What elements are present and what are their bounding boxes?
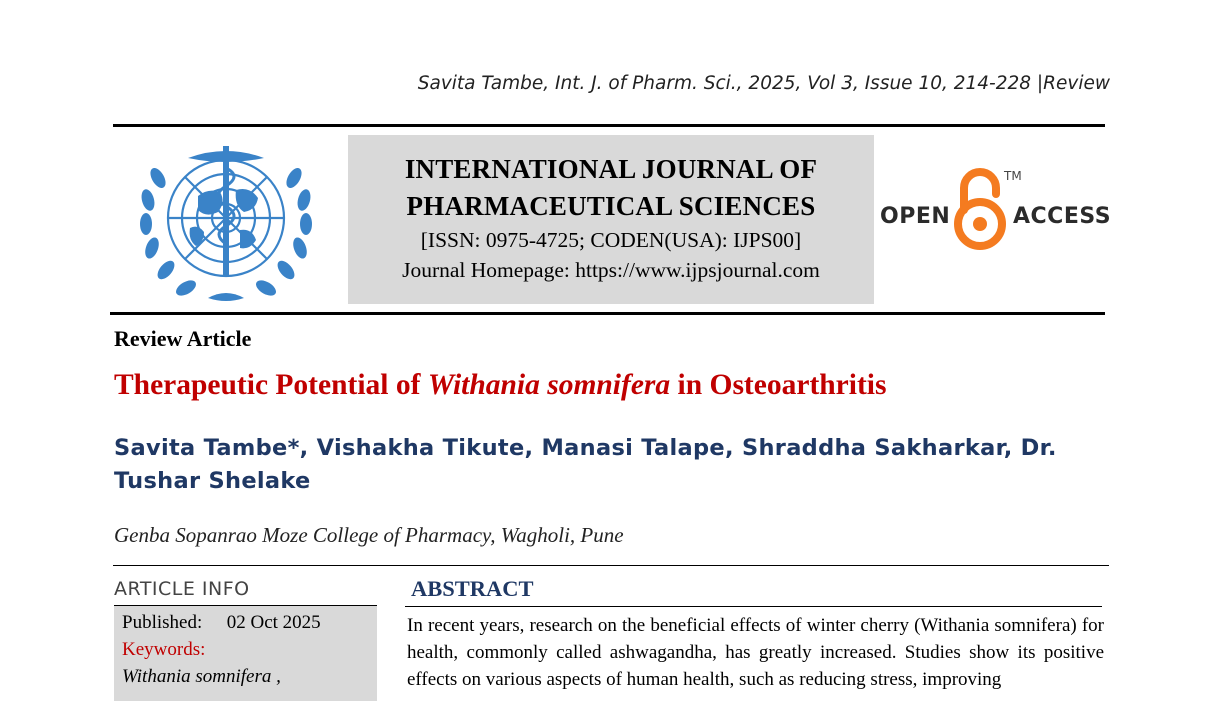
published-label: Published: — [122, 612, 203, 633]
citation-line: Savita Tambe, Int. J. of Pharm. Sci., 2025, Vol 3, Issue 10, 214-228 |Review — [417, 73, 1110, 94]
header-bottom-rule — [110, 312, 1105, 315]
journal-homepage: Journal Homepage: https://www.ijpsjournal.com — [402, 258, 820, 282]
abstract-text: In recent years, research on the beneficial effects of winter cherry (Withania somnifera) for health, commonly called ashwagandha, has greatly increased. Studies show its positive effects on various aspects of human health, such as reducing stress, improving — [407, 615, 1104, 690]
open-label: OPEN — [880, 204, 951, 229]
journal-name-line2: PHARMACEUTICAL SCIENCES — [406, 191, 816, 221]
article-info-box — [114, 606, 377, 701]
journal-header-box — [348, 135, 874, 304]
trademark-mark: TM — [1004, 169, 1022, 183]
open-access-badge — [880, 166, 1110, 252]
title-suffix: in Osteoarthritis — [670, 369, 887, 401]
affiliation: Genba Sopanrao Moze College of Pharmacy, Wagholi, Pune — [114, 523, 624, 547]
article-title — [114, 369, 886, 402]
title-species: Withania somnifera — [427, 369, 671, 401]
author-list: Savita Tambe*, Vishakha Tikute, Manasi Talape, Shraddha Sakharkar, Dr. Tushar Shelake — [114, 435, 1057, 494]
top-rule — [113, 124, 1105, 127]
article-info-header: ARTICLE INFO — [114, 578, 250, 600]
title-prefix: Therapeutic Potential of — [114, 369, 428, 401]
keyword-item: Withania somnifera , — [122, 666, 281, 687]
open-lock-icon — [954, 166, 1006, 252]
article-type: Review Article — [114, 326, 252, 351]
journal-name-line1: INTERNATIONAL JOURNAL OF — [404, 154, 818, 184]
journal-issn: [ISSN: 0975-4725; CODEN(USA): IJPS00] — [420, 228, 802, 252]
access-label: ACCESS — [1013, 204, 1112, 229]
abstract-header: ABSTRACT — [411, 576, 534, 601]
abstract-rule — [405, 606, 1102, 607]
journal-logo-icon — [128, 138, 324, 306]
section-divider — [113, 565, 1109, 566]
published-date: 02 Oct 2025 — [226, 612, 321, 633]
published-row — [122, 609, 369, 636]
keywords-label: Keywords: — [122, 639, 206, 660]
abstract-body — [407, 612, 1104, 693]
